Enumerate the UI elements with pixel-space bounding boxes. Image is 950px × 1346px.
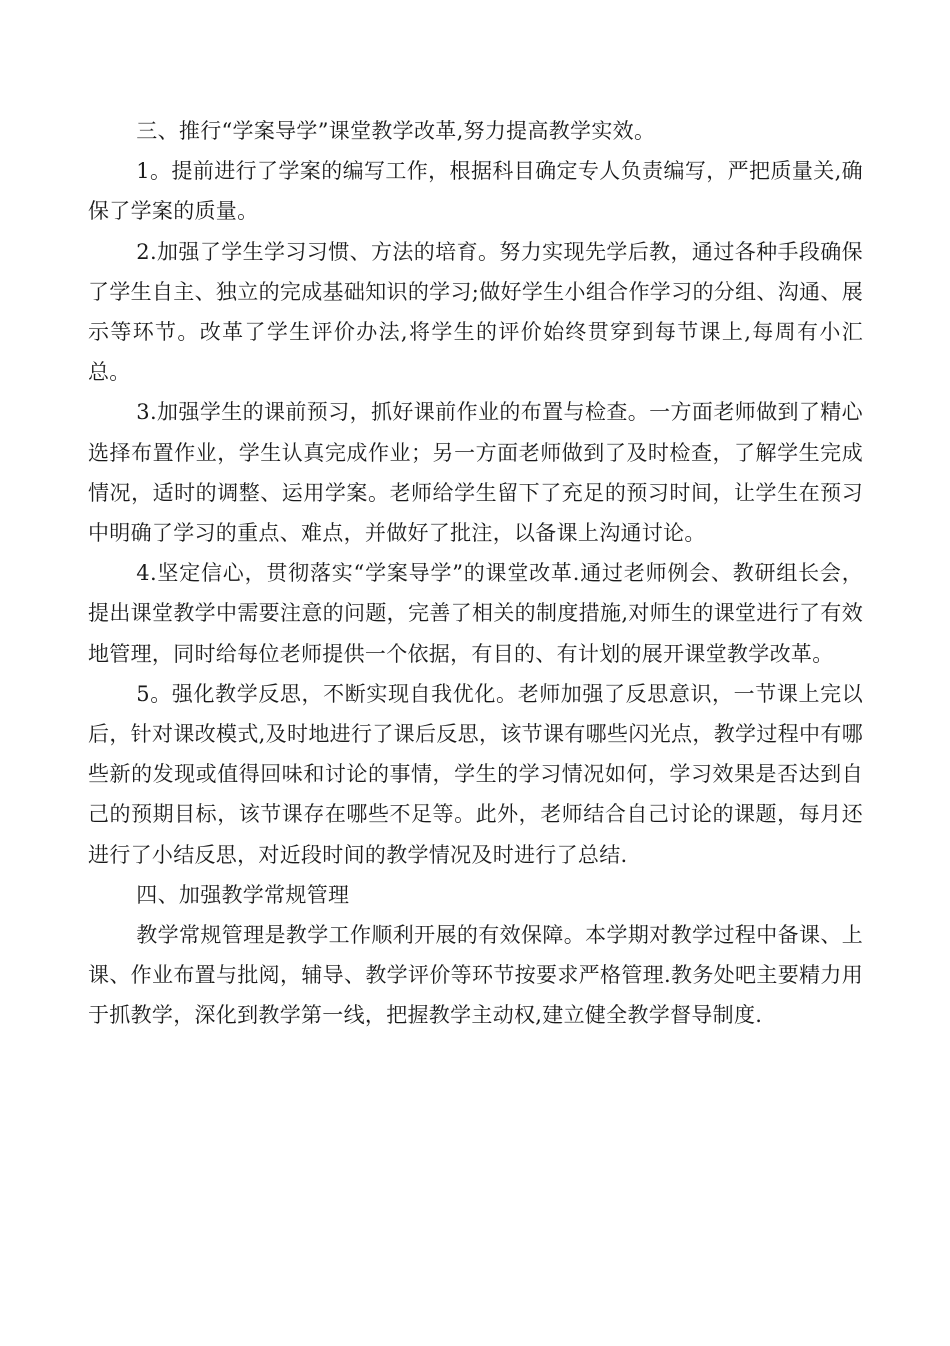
section-heading-4: 四、加强教学常规管理: [136, 882, 350, 907]
paragraph-item-3: 3.加强学生的课前预习，抓好课前作业的布置与检查。一方面老师做到了精心选择布置作业，学生认真完成作业；另一方面老师做到了及时检查，了解学生完成情况，适时的调整、运用学案。老师给学生留下了充足的预习时间，让学生在预习中明确了学习的重点、难点，并做好了批注，以备课上沟通讨论。: [88, 400, 863, 546]
paragraph-item-1: 1。提前进行了学案的编写工作，根据科目确定专人负责编写，严把质量关,确保了学案的质量。: [88, 159, 863, 224]
paragraph-item-2: 2.加强了学生学习习惯、方法的培育。努力实现先学后教，通过各种手段确保了学生自主、独立的完成基础知识的学习;做好学生小组合作学习的分组、沟通、展示等环节。改革了学生评价办法,将学生的评价始终贯穿到每节课上,每周有小汇总。: [88, 239, 863, 385]
paragraph-routine-management: 教学常规管理是教学工作顺利开展的有效保障。本学期对教学过程中备课、上课、作业布置与批阅，辅导、教学评价等环节按要求严格管理.教务处吧主要精力用于抓教学，深化到教学第一线，把握教学主动权,建立健全教学督导制度.: [88, 923, 863, 1028]
document-page: [88, 111, 863, 1036]
section-heading-3: 三、推行“学案导学”课堂教学改革,努力提高教学实效。: [136, 119, 656, 143]
paragraph-item-5: 5。强化教学反思，不断实现自我优化。老师加强了反思意识，一节课上完以后，针对课改模式,及时地进行了课后反思，该节课有哪些闪光点，教学过程中有哪些新的发现或值得回味和讨论的事情，学生的学习情况如何，学习效果是否达到自己的预期目标，该节课存在哪些不足等。此外，老师结合自己讨论的课题，每月还进行了小结反思，对近段时间的教学情况及时进行了总结.: [88, 681, 863, 867]
paragraph-item-4: 4.坚定信心，贯彻落实“学案导学”的课堂改革.通过老师例会、教研组长会，提出课堂教学中需要注意的问题，完善了相关的制度措施,对师生的课堂进行了有效地管理，同时给每位老师提供一个依据，有目的、有计划的展开课堂教学改革。: [88, 561, 863, 666]
